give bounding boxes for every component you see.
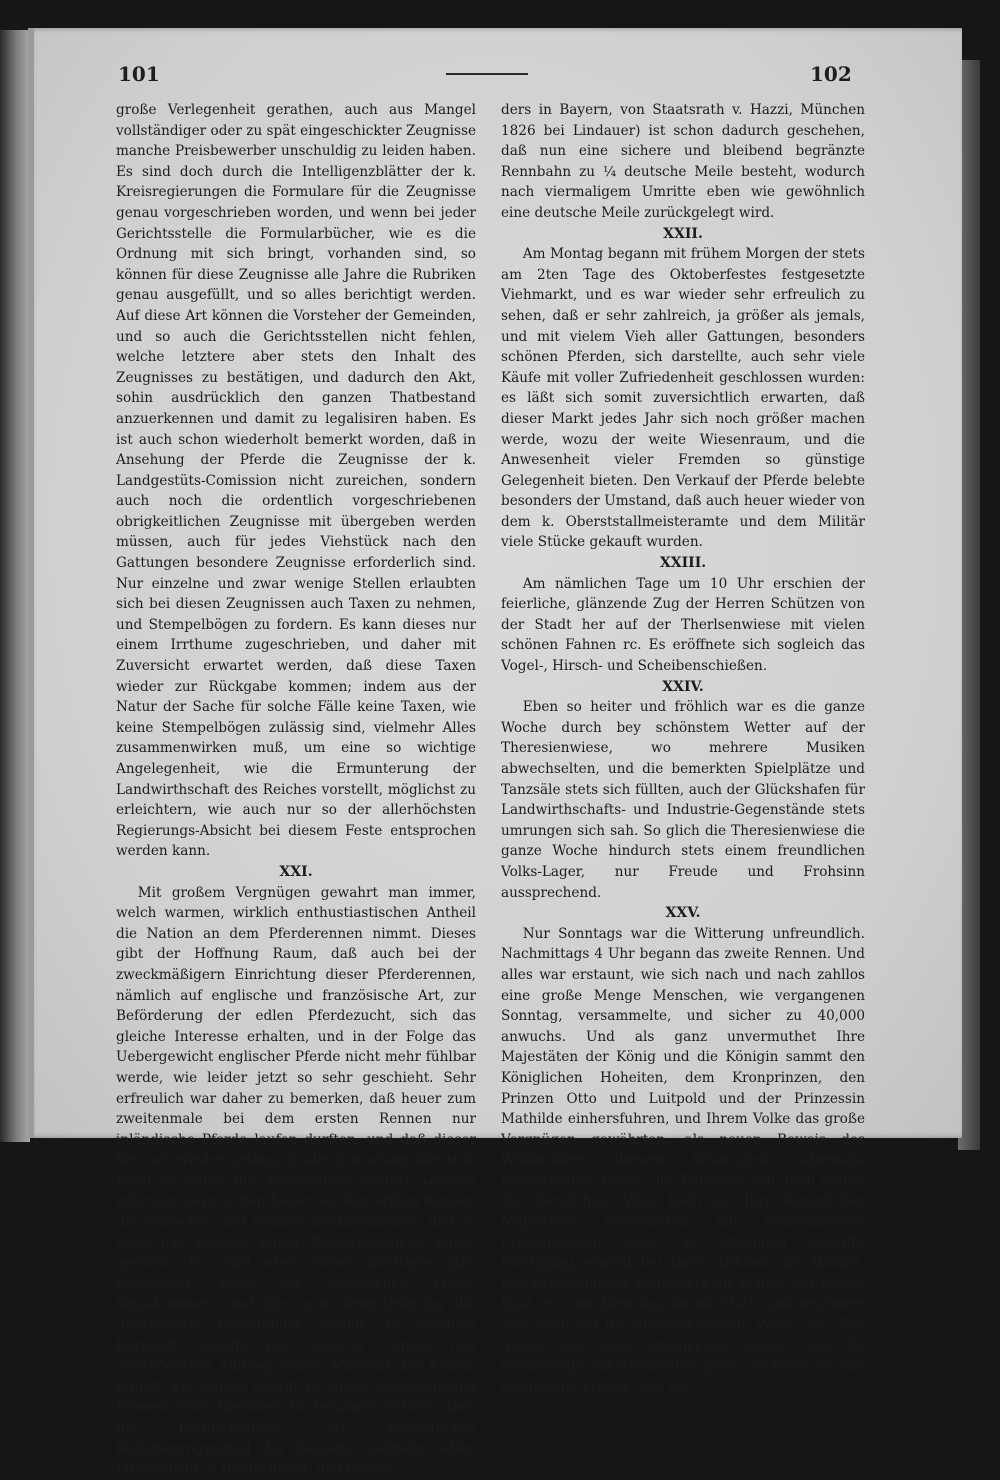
book-page	[28, 28, 962, 1478]
section-heading-xxiii: XXIII.	[659, 555, 707, 572]
left-column	[116, 100, 476, 1480]
section-heading-xxi: XXI.	[279, 863, 313, 880]
paragraph: Am Montag begann mit frühem Morgen der stets am 2ten Tage des Oktoberfestes festgesetzte Viehmarkt, und es war wieder sehr erfreulich zu sehen, daß er sehr zahlreich, ja größer als jemals, und mit vielem Vieh aller Gattungen, besonders schönen Pferden, sich darstellte, auch sehr viele Käufe mit voller Zufriedenheit geschlossen wurden: es läßt sich somit zuversichtlich erwarten, daß dieser Markt jedes Jahr sich noch größer machen werde, wozu der weite Wiesenraum, und die Anwesenheit vieler Fremden so günstige Gelegenheit bieten. Den Verkauf der Pferde belebte besonders der Umstand, daß auch heuer wieder von dem k. Oberststallmeisteramte und dem Militär viele Stücke gekauft wurden.	[501, 246, 865, 551]
paragraph: Mit großem Vergnügen gewahrt man immer, welch warmen, wirklich enthustiastischen Antheil die Nation an dem Pferderennen nimmt. Dieses gibt der Hoffnung Raum, daß auch bei der zweckmäßigern Einrichtung dieser Pferderennen, nämlich auf englische und französische Art, zur Beförderung der edlen Pferdezucht, sich das gleiche Interesse erhalten, und in der Folge das Uebergewicht englischer Pferde nicht mehr fühlbar werde, wie leider jetzt so sehr geschieht. Sehr erfreulich war daher zu bemerken, daß heuer zum zweitenmale bei dem ersten Rennen nur inländische Pferde laufen durften, und daß dieser Versuch wieder gelang, ja alle Erwartung übertraf. Eben so würde der angetragene weitere Versuch gelungen seyn, schon heuer bei dem ersten Rennen die Wallachen und Nonnen auszuschließen, und so wäre das Rennen seiner Zweckmäßigkeit näher gerückt. Es wird aber sicher künftiges Jahr geschehen, wenn die königlichen Preise hinzukommen, und die neue Renn-Ordnung die Allerhöchste Bestätigung erlangt, zu welchem Entwurfe bereits das General Comité den Allerhöchsten Auftrag Seiner Majestät des Königs erhielt. Ein großer Schritt zu einem zweckmäßigen Rennen (Sieh hierüber die bekannte Schrift: über die Pferde-Rennen, als wesentliches Beförderungsmittel der bessern, vielmehr edlen Pferdezucht in Deutschland, und beson-	[116, 884, 476, 1478]
paragraph: ders in Bayern, von Staatsrath v. Hazzi, München 1826 bei Lindauer) ist schon dadurch geschehen, daß nun eine sichere und bleibend begränzte Rennbahn zu ¼ deutsche Meile besteht, wodurch nach viermaligem Umritte eben wie gewöhnlich eine deutsche Meile zurückgelegt wird.	[501, 102, 865, 221]
page-gutter	[28, 28, 34, 1138]
section-heading-xxiv: XXIV.	[662, 678, 704, 695]
paragraph: Nur Sonntags war die Witterung unfreundlich. Nachmittags 4 Uhr begann das zweite Rennen. Und alles war erstaunt, wie sich nach und nach zahllos eine große Menge Menschen, wie vergangenen Sonntag, versammelte, und sicher zu 40,000 anwuchs. Und als ganz unvermuthet Ihre Majestäten der König und die Königin sammt den Königlichen Hoheiten, dem Kronprinzen, den Prinzen Otto und Luitpold und der Prinzessin Mathilde einhersfuhren, und Ihrem Volke das große Vergnügen gewährten, als neuen Beweis des Wohlwollens diesem Schauspiele abermals beizuwohnen, riesen die Tausende von allen Seiten das herzlichste Vivat hoch zu. Ihre Königlichen Majestäten erwiederten mit einnehmender Freundlichkeit diese so allgemein lebhafte Huldigung sowohl bei Ihrer Ankunft als Abfahrt. Das herkömmliche Feuerwerk als Schluß des Festes fand erst am Dienstag darauf Statt, und zeichnete sich auch auf die überraschendste Weise aus. Der Abend war auch entzückend schön, und die Volksmenge außerordentlich groß, sie brach in eine stürmische Freude aus, als	[501, 925, 865, 1395]
header-rule	[446, 73, 528, 75]
page-number-left: 101	[118, 62, 160, 86]
paragraph: Am nämlichen Tage um 10 Uhr erschien der feierliche, glänzende Zug der Herren Schützen von der Stadt her auf der Therlsenwiese mit vielen schönen Fahnen rc. Es eröffnete sich sogleich das Vogel-, Hirsch- und Scheibenschießen.	[501, 575, 865, 675]
paragraph: große Verlegenheit gerathen, auch aus Mangel vollständiger oder zu spät eingeschickter Zeugnisse manche Preisbewerber unschuldig zu leiden haben. Es sind doch durch die Intelligenzblätter der k. Kreisregierungen die Formulare für die Zeugnisse genau vorgeschrieben worden, und wenn bei jeder Gerichtsstelle die Formularbücher, wie es die Ordnung mit sich bringt, vorhanden sind, so können für diese Zeugnisse alle Jahre die Rubriken genau ausgefüllt, und so alles berichtigt werden. Auf diese Art können die Vorsteher der Gemeinden, und so auch die Gerichtsstellen nicht fehlen, welche letztere aber stets den Inhalt des Zeugnisses zu bestätigen, und dadurch den Akt, sohin ausdrücklich den ganzen Thatbestand anzuerkennen und damit zu legalisiren haben. Es ist auch schon wiederholt bemerkt worden, daß in Ansehung der Pferde die Zeugnisse der k. Landgestüts-Comission nicht zureichen, sondern auch noch die ordentlich vorgeschriebenen obrigkeitlichen Zeugnisse mit übergeben werden müssen, auch für jedes Viehstück nach den Gattungen besondere Zeugnisse erforderlich sind. Nur einzelne und zwar wenige Stellen erlaubten sich bei diesen Zeugnissen auch Taxen zu nehmen, und Stempelbögen zu fordern. Es kann dieses nur einem Irrthume zugeschrieben, und daher mit Zuversicht erwartet werden, daß diese Taxen wieder zur Rückgabe kommen; indem aus der Natur der Sache für solche Fälle keine Taxen, wie keine Stempelbögen zulässig sind, vielmehr Alles zusammenwirken muß, um eine so wichtige Angelegenheit, wie die Ermunterung der Landwirthschaft des Reiches vorstellt, möglichst zu erleichtern, wie auch nur so der allerhöchsten Regierungs-Absicht bei diesem Feste entsprochen werden kann.	[116, 102, 476, 860]
previous-page-edge	[0, 30, 30, 1142]
section-heading-xxv: XXV.	[665, 905, 701, 922]
paragraph: Eben so heiter und fröhlich war es die ganze Woche durch bey schönstem Wetter auf der Theresienwiese, wo mehrere Musiken abwechselten, und die bemerkten Spielplätze und Tanzsäle stets sich füllten, auch der Glückshafen für Landwirthschafts- und Industrie-Gegenstände stets umrungen sich sah. So glich die Theresienwiese die ganze Woche hindurch stets einem freundlichen Volks-Lager, nur Freude und Frohsinn aussprechend.	[501, 699, 865, 901]
page-number-right: 102	[810, 62, 852, 86]
right-column	[501, 100, 865, 1397]
section-heading-xxii: XXII.	[663, 225, 703, 242]
